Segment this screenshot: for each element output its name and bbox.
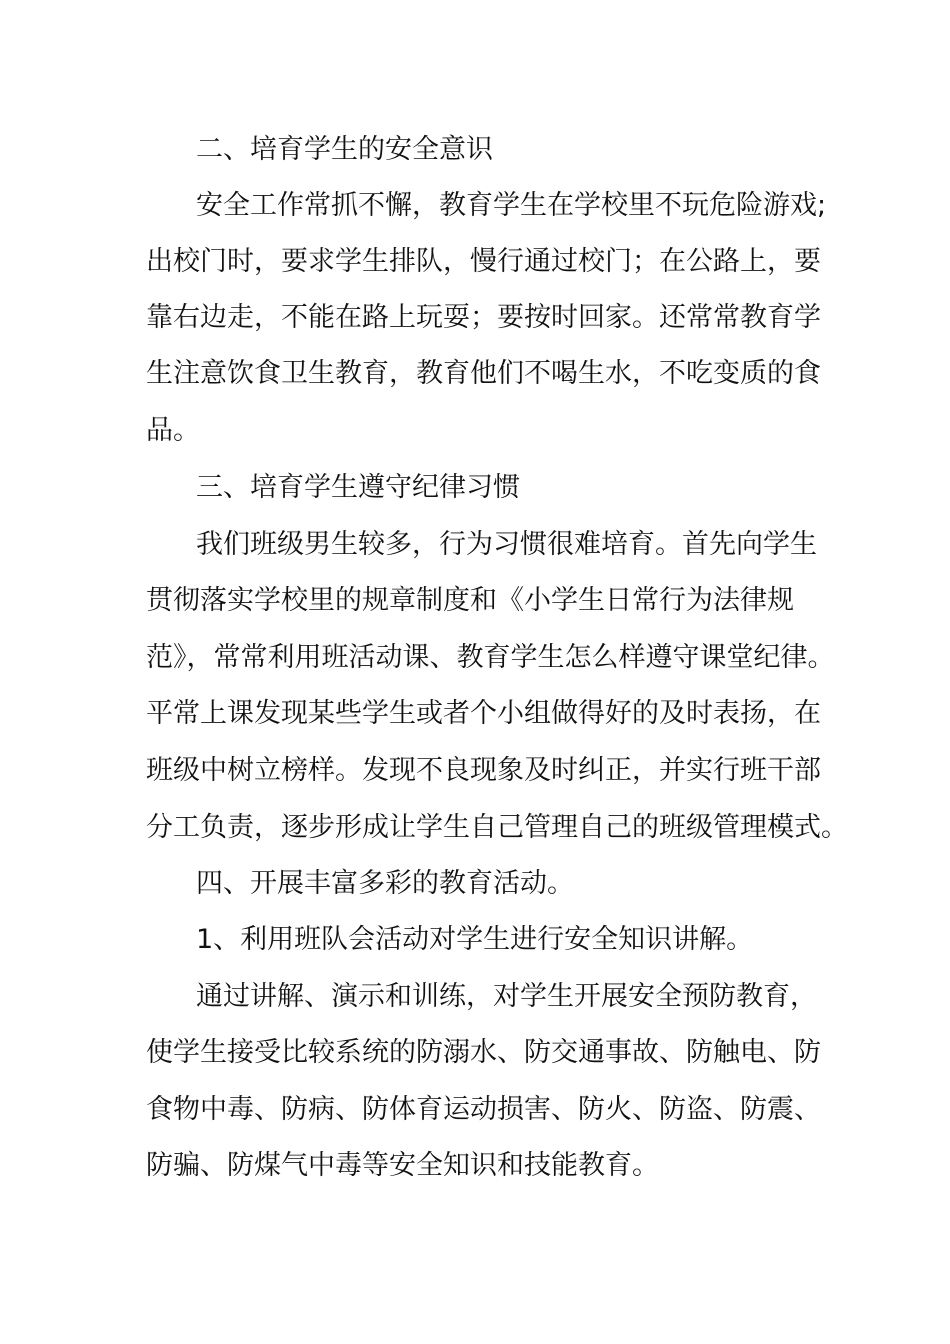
paragraph-line: 贯彻落实学校里的规章制度和《小学生日常行为法律规 [146, 585, 794, 616]
paragraph-line: 安全工作常抓不懈，教育学生在学校里不玩危险游戏; [196, 190, 827, 221]
paragraph-line: 我们班级男生较多，行为习惯很难培育。首先向学生 [196, 529, 817, 560]
paragraph-line: 食物中毒、防病、防体育运动损害、防火、防盗、防震、 [146, 1094, 821, 1125]
paragraph-line: 平常上课发现某些学生或者个小组做得好的及时表扬，在 [146, 698, 821, 729]
paragraph-line: 品。 [146, 415, 200, 446]
paragraph-line: 靠右边走，不能在路上玩耍；要按时回家。还常常教育学 [146, 302, 821, 333]
paragraph-line: 范》，常常利用班活动课、教育学生怎么样遵守课堂纪律。 [146, 642, 835, 673]
paragraph-line: 使学生接受比较系统的防溺水、防交通事故、防触电、防 [146, 1037, 821, 1068]
paragraph-line: 生注意饮食卫生教育，教育他们不喝生水，不吃变质的食 [146, 358, 821, 389]
paragraph-line: 防骗、防煤气中毒等安全知识和技能教育。 [146, 1150, 659, 1181]
paragraph-line: 通过讲解、演示和训练，对学生开展安全预防教育， [196, 981, 817, 1012]
section-heading-4: 四、开展丰富多彩的教育活动。 [196, 868, 574, 899]
paragraph-line: 出校门时，要求学生排队，慢行通过校门；在公路上，要 [146, 246, 821, 277]
section-heading-3: 三、培育学生遵守纪律习惯 [196, 472, 520, 503]
section-heading-2: 二、培育学生的安全意识 [196, 134, 493, 165]
paragraph-line: 分工负责，逐步形成让学生自己管理自己的班级管理模式。 [146, 812, 848, 843]
subsection-heading-1: 1、利用班队会活动对学生进行安全知识讲解。 [196, 924, 754, 955]
paragraph-line: 班级中树立榜样。发现不良现象及时纠正，并实行班干部 [146, 755, 821, 786]
